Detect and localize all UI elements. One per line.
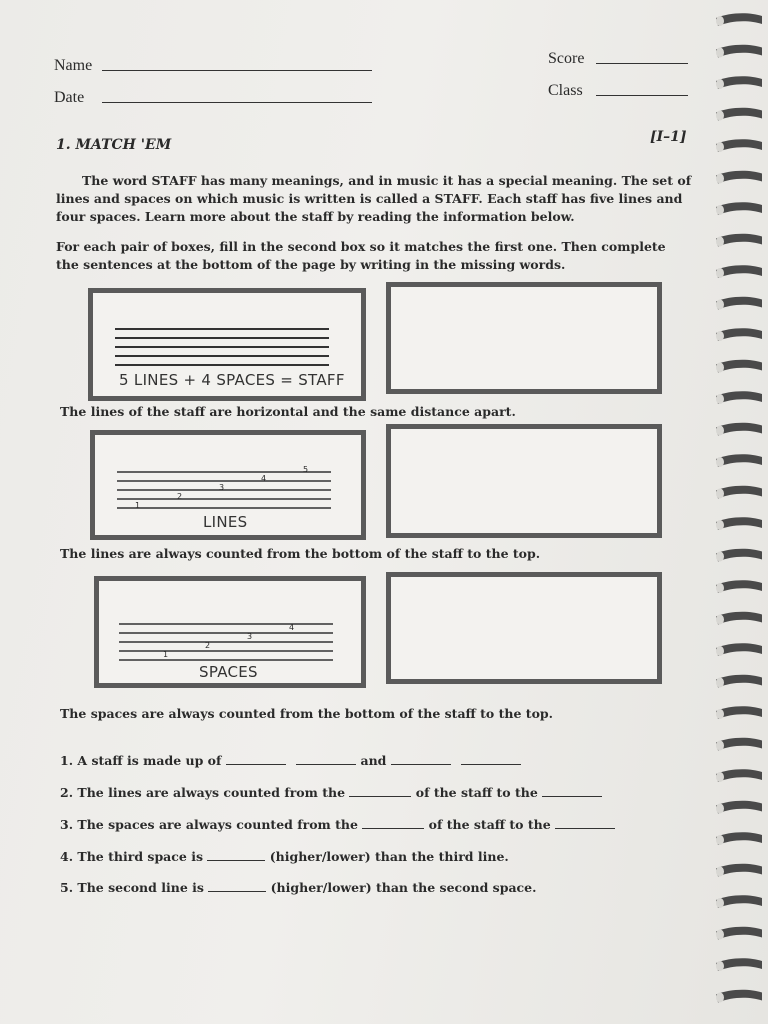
caption-2: The lines are always counted from the bottom of the staff to the top. [60,546,541,561]
spiral-hole [716,111,724,121]
question-1-blank-3[interactable] [391,754,451,765]
spiral-hole [716,583,724,593]
spiral-hole [716,678,724,688]
spiral-hole [716,741,724,751]
spiral-hole [716,79,724,89]
spiral-hole [716,646,724,656]
question-1-blank-1[interactable] [226,754,286,765]
example-box-spaces [94,576,366,688]
question-2-blank-2[interactable] [542,786,602,797]
staff-equation-label: 5 LINES + 4 SPACES = STAFF [119,371,345,389]
spiral-hole [716,363,724,373]
spiral-binding [710,0,768,1024]
spiral-hole [716,489,724,499]
section-title: 1. MATCH 'EM [56,137,172,153]
line-number-3: 3 [219,483,225,492]
spiral-hole [716,772,724,782]
question-1-text-a: A staff is made up of [77,753,222,768]
question-4-text-a: The third space is [77,849,203,864]
answer-box-2[interactable] [386,424,662,538]
space-number-1: 1 [163,650,169,659]
name-label: Name [54,57,93,74]
question-1-text-b: and [360,753,387,768]
spiral-hole [716,300,724,310]
question-2-text-a: The lines are always counted from the [77,785,346,800]
question-2 [60,785,602,800]
score-field[interactable] [596,63,688,64]
question-4-blank-1[interactable] [207,850,265,861]
question-5-blank-1[interactable] [208,881,266,892]
example-box-staff [88,288,366,401]
spiral-hole [716,835,724,845]
line-number-4: 4 [261,474,267,483]
spiral-hole [716,16,724,26]
spiral-hole [716,709,724,719]
name-field[interactable] [102,70,372,71]
question-4-text-b: (higher/lower) than the third line. [269,849,509,864]
space-number-4: 4 [289,623,295,632]
spiral-hole [716,867,724,877]
spaces-label: SPACES [199,663,258,681]
section-code: [I–1] [650,129,687,145]
intro-paragraph-2: For each pair of boxes, fill in the second box so it matches the first one. Then complete the sentences at the bottom of the page by writing in the missing words. [56,239,666,272]
spiral-hole [716,142,724,152]
date-label: Date [54,89,85,106]
spiral-hole [716,993,724,1003]
example-box-lines [90,430,366,540]
question-5-text-b: (higher/lower) than the second space. [270,880,537,895]
answer-box-1[interactable] [386,282,662,394]
space-number-2: 2 [205,641,211,650]
spiral-hole [716,930,724,940]
spiral-hole [716,804,724,814]
question-3-text-b: of the staff to the [428,817,551,832]
question-1-blank-4[interactable] [461,754,521,765]
question-1-blank-2[interactable] [296,754,356,765]
question-1 [60,753,521,768]
spiral-hole [716,394,724,404]
class-field[interactable] [596,95,688,96]
lines-label: LINES [203,513,248,531]
line-number-2: 2 [177,492,183,501]
spiral-hole [716,520,724,530]
line-number-5: 5 [303,465,309,474]
spiral-hole [716,552,724,562]
question-4-number: 4. [60,849,74,864]
question-5-text-a: The second line is [77,880,204,895]
question-3-number: 3. [60,817,74,832]
question-3 [60,817,615,832]
date-field[interactable] [102,102,372,103]
space-number-3: 3 [247,632,253,641]
spiral-hole [716,898,724,908]
spiral-hole [716,237,724,247]
spiral-hole [716,457,724,467]
question-2-blank-1[interactable] [349,786,411,797]
spiral-hole [716,426,724,436]
spiral-hole [716,205,724,215]
caption-3: The spaces are always counted from the bottom of the staff to the top. [60,706,553,721]
question-5 [60,880,536,895]
question-2-number: 2. [60,785,74,800]
line-number-1: 1 [135,501,141,510]
question-3-blank-1[interactable] [362,818,424,829]
spiral-hole [716,48,724,58]
spiral-hole [716,174,724,184]
answer-box-3[interactable] [386,572,662,684]
spiral-hole [716,961,724,971]
question-5-number: 5. [60,880,74,895]
caption-1: The lines of the staff are horizontal and the same distance apart. [60,404,516,419]
spiral-hole [716,615,724,625]
spiral-hole [716,268,724,278]
question-1-number: 1. [60,753,74,768]
intro-paragraph-1: The word STAFF has many meanings, and in music it has a special meaning. The set of lines and spaces on which music is written is called a STAFF. Each staff has five lines and four spaces. Learn more about the staff by reading the information below. [56,173,692,224]
question-4 [60,849,509,864]
spiral-hole [716,331,724,341]
question-3-blank-2[interactable] [555,818,615,829]
score-label: Score [548,50,585,67]
question-3-text-a: The spaces are always counted from the [77,817,358,832]
class-label: Class [548,82,583,99]
question-2-text-b: of the staff to the [415,785,538,800]
